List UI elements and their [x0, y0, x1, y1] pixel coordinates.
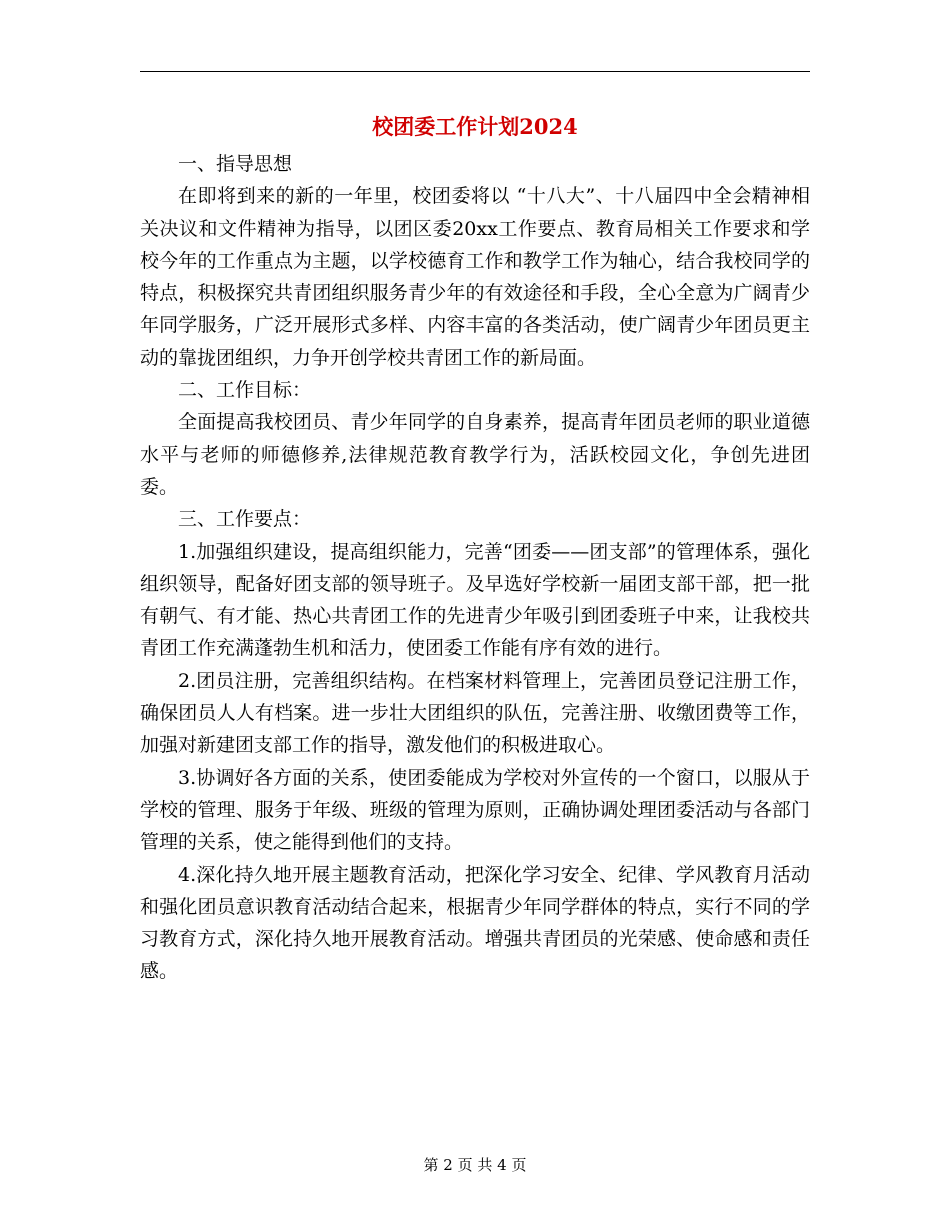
document-title: 校团委工作计划2024 [372, 114, 578, 139]
paragraph-work-goals: 全面提高我校团员、青少年同学的自身素养，提高青年团员老师的职业道德水平与老师的师德修养,法律规范教育教学行为，活跃校园文化，争创先进团委。 [140, 411, 810, 498]
header-rule [140, 71, 810, 72]
paragraph-guiding-ideology: 在即将到来的新的一年里，校团委将以 “十八大”、十八届四中全会精神相关决议和文件精神为指导，以团区委20xx工作要点、教育局相关工作要求和学校今年的工作重点为主题，以学校德育工作和教学工作为轴心，结合我校同学的特点，积极探究共青团组织服务青少年的有效途径和手段，全心全意为广阔青少年同学服务，广泛开展形式多样、内容丰富的各类活动，使广阔青少年团员更主动的靠拢团组织，力争开创学校共青团工作的新局面。 [140, 185, 810, 369]
page-number: 第 2 页 共 4 页 [423, 1156, 527, 1174]
heading-work-goals: 二、工作目标： [178, 379, 312, 402]
paragraph-point-3: 3.协调好各方面的关系，使团委能成为学校对外宣传的一个窗口，以服从于学校的管理、服务于年级、班级的管理为原则，正确协调处理团委活动与各部门管理的关系，使之能得到他们的支持。 [140, 766, 810, 854]
document-body [140, 148, 810, 988]
paragraph-point-4: 4.深化持久地开展主题教育活动，把深化学习安全、纪律、学风教育月活动和强化团员意识教育活动结合起来，根据青少年同学群体的特点，实行不同的学习教育方式，深化持久地开展教育活动。增强共青团员的光荣感、使命感和责任感。 [140, 863, 810, 983]
paragraph-point-1: 1.加强组织建设，提高组织能力，完善“团委——团支部”的管理体系，强化组织领导，配备好团支部的领导班子。及早选好学校新一届团支部干部，把一批有朝气、有才能、热心共青团工作的先进青少年吸引到团委班子中来，让我校共青团工作充满蓬勃生机和活力，使团委工作能有序有效的进行。 [140, 540, 810, 660]
heading-guiding-ideology: 一、指导思想 [178, 153, 293, 175]
heading-work-points: 三、工作要点： [178, 508, 312, 531]
paragraph-point-2: 2.团员注册，完善组织结构。在档案材料管理上，完善团员登记注册工作，确保团员人人有档案。进一步壮大团组织的队伍，完善注册、收缴团费等工作，加强对新建团支部工作的指导，激发他们的积极进取心。 [140, 669, 810, 757]
